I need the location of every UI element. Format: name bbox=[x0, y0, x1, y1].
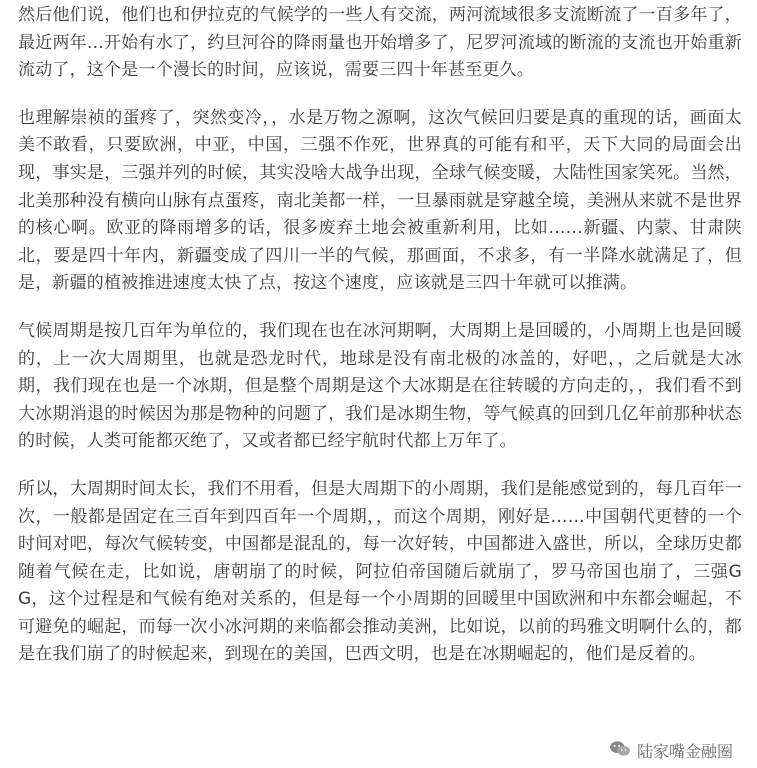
paragraph-2: 也理解崇祯的蛋疼了，突然变冷，，水是万物之源啊，这次气候回归要是真的重现的话，画面太美不敢看，只要欧洲，中亚，中国，三强不作死，世界真的可能有和平，天下大同的局面会出现，事实是，三强并列的时候，其实没啥大战争出现，全球气候变暖，大陆性国家笑死。当然，北美那种没有横向山脉有点蛋疼，南北美都一样，一旦暴雨就是穿越全境，美洲从来就不是世界的核心啊。欧亚的降雨增多的话，很多废弃土地会被重新利用，比如……新疆、内蒙、甘肃陕北，要是四十年内，新疆变成了四川一半的气候，那画面，不求多，有一半降水就满足了，但是，新疆的植被推进速度太快了点，按这个速度，应该就是三四十年就可以推满。 bbox=[18, 107, 742, 294]
paragraph-1: 然后他们说，他们也和伊拉克的气候学的一些人有交流，两河流域很多支流断流了一百多年了，最近两年...开始有水了，约旦河谷的降雨量也开始增多了，尼罗河流域的断流的支流也开始重新流动了，这个是一个漫长的时间，应该说，需要三四十年甚至更久。 bbox=[18, 5, 742, 81]
wechat-icon bbox=[609, 740, 631, 762]
watermark-text: 陆家嘴金融圈 bbox=[636, 742, 733, 761]
paragraph-4: 所以，大周期时间太长，我们不用看，但是大周期下的小周期，我们是能感觉到的，每几百年一次，一般都是固定在三百年到四百年一个周期，，而这个周期，刚好是……中国朝代更替的一个时间对吧，每次气候转变，中国都是混乱的，每一次好转，中国都进入盛世，所以，全球历史都随着气候在走，比如说，唐朝崩了的时候，阿拉伯帝国随后就崩了，罗马帝国也崩了，三强GG，这个过程是和气候有绝对关系的，但是每一个小周期的回暖里中国欧洲和中东都会崛起，不可避免的崛起，而每一次小冰河期的来临都会推动美洲，比如说，以前的玛雅文明啊什么的，都是在我们崩了的时候起来，到现在的美国，巴西文明，也是在冰期崛起的，他们是反着的。 bbox=[18, 478, 742, 665]
source-watermark bbox=[609, 739, 733, 762]
paragraph-3: 气候周期是按几百年为单位的，我们现在也在冰河期啊，大周期上是回暖的，小周期上也是回暖的，上一次大周期里，也就是恐龙时代，地球是没有南北极的冰盖的，好吧，，之后就是大冰期，我们现在也是一个冰期，但是整个周期是这个大冰期是在往转暖的方向走的，，我们看不到大冰期消退的时候因为那是物种的问题了，我们是冰期生物，等气候真的回到几亿年前那种状态的时候，人类可能都灭绝了，又或者都已经宇航时代都上万年了。 bbox=[18, 320, 742, 452]
article-body bbox=[18, 2, 742, 689]
